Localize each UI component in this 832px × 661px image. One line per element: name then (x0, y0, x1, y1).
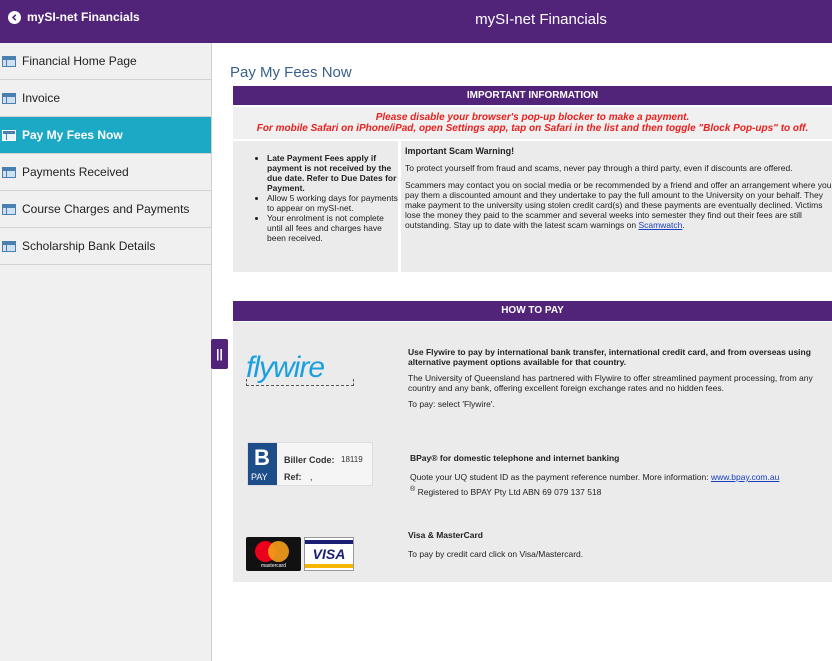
cards-title: Visa & MasterCard (408, 530, 483, 540)
page-icon (2, 241, 16, 252)
back-label: mySI-net Financials (27, 10, 140, 24)
ref-label: Ref: (284, 472, 302, 482)
info-bullets (233, 141, 398, 272)
scam-title: Important Scam Warning! (405, 146, 515, 156)
important-info-heading: IMPORTANT INFORMATION (233, 86, 832, 105)
flywire-title: Use Flywire to pay by international bank transfer, international credit card, and from overseas using alternative payment options available for that country. (408, 347, 811, 367)
bpay-logo (248, 443, 277, 485)
list-item: • Your enrolment is not complete until all fees and charges have been received. (267, 213, 398, 243)
page-icon (2, 167, 16, 178)
flywire-paragraph: The University of Queensland has partnered with Flywire to offer streamlined payment processing, from any country and any bank, offering excellent foreign exchange rates and no hidden fees. (408, 373, 813, 393)
mastercard-orange-circle (268, 541, 289, 562)
scamwatch-link[interactable]: Scamwatch (638, 220, 683, 230)
page-icon (2, 56, 16, 67)
biller-code-value: 18119 (341, 455, 363, 464)
biller-code-label: Biller Code: (284, 455, 335, 465)
focus-outline (246, 379, 354, 386)
bpay-text: Quote your UQ student ID as the payment reference number. More information: (410, 472, 709, 482)
flywire-instruction: To pay: select 'Flywire'. (408, 399, 495, 409)
sidebar-item-financial-home-page[interactable] (0, 43, 211, 80)
bpay-registration-text: Registered to BPAY Pty Ltd ABN 69 079 137 518 (415, 486, 602, 497)
sidebar-item-course-charges[interactable] (0, 191, 211, 228)
card-logos[interactable] (246, 537, 354, 571)
visa-gold-band (305, 564, 353, 568)
popup-warning-line-2: For mobile Safari on iPhone/iPad, open Settings app, tap on Safari in the list and then toggle "Block Pop-ups" to off. (256, 123, 809, 134)
bpay-registration (410, 484, 820, 497)
pause-bars-icon: || (216, 347, 223, 361)
app-title: mySI-net Financials (475, 11, 607, 28)
page-icon (2, 204, 16, 215)
top-bar (0, 0, 832, 43)
scam-paragraph-2 (405, 180, 832, 230)
sidebar-item-label: Scholarship Bank Details (22, 239, 156, 253)
flywire-description (408, 347, 820, 415)
page-title: Pay My Fees Now (230, 64, 352, 81)
bpay-paragraph (410, 472, 820, 482)
registered-mark: ® (410, 485, 416, 493)
sidebar-item-scholarship-bank-details[interactable] (0, 228, 211, 265)
sidebar-item-label: Payments Received (22, 165, 129, 179)
page-icon (2, 130, 16, 141)
bpay-logo-letter: B (254, 445, 270, 470)
visa-blue-band (305, 540, 353, 544)
cards-paragraph: To pay by credit card click on Visa/Mastercard. (408, 549, 584, 559)
visa-wordmark: VISA (312, 546, 346, 562)
sidebar-item-invoice[interactable] (0, 80, 211, 117)
bpay-box[interactable] (247, 442, 373, 486)
collapse-sidebar-button[interactable] (211, 339, 228, 369)
visa-logo[interactable] (304, 537, 354, 571)
popup-warning-line-1: Please disable your browser's pop-up blocker to make a payment. (375, 112, 690, 123)
flywire-logo: flywire (246, 351, 325, 384)
how-to-pay-heading: HOW TO PAY (233, 301, 832, 321)
flywire-button[interactable] (246, 351, 324, 385)
popup-warning (233, 107, 832, 139)
sidebar-item-pay-my-fees-now[interactable] (0, 117, 211, 154)
bpay-description (410, 453, 820, 503)
scam-end: . (682, 220, 685, 230)
scam-paragraph-1: To protect yourself from fraud and scams, never pay through a third party, even if discounts are offered. (405, 163, 793, 173)
scam-warning (401, 141, 832, 272)
bpay-logo-word: PAY (251, 472, 268, 482)
sidebar-item-label: Financial Home Page (22, 54, 137, 68)
mastercard-logo[interactable] (246, 537, 301, 571)
list-item: • Late Payment Fees apply if payment is not received by the due date. Refer to Due Dates for Payment. (267, 153, 398, 193)
page-icon (2, 93, 16, 104)
ref-value: , (310, 472, 313, 482)
sidebar-item-payments-received[interactable] (0, 154, 211, 191)
list-item: • Allow 5 working days for payments to appear on mySI-net. (267, 193, 398, 213)
bpay-title: BPay® for domestic telephone and internet banking (410, 453, 620, 463)
sidebar-item-label: Invoice (22, 91, 61, 105)
cards-description (408, 530, 820, 565)
sidebar (0, 43, 212, 661)
sidebar-item-label: Course Charges and Payments (22, 202, 190, 216)
sidebar-item-label: Pay My Fees Now (22, 128, 123, 142)
scam-text: Scammers may contact you on social media or be recommended by a friend and offer an arrangement where you pay them a discounted amount and they undertake to pay the full amount to the University on your behalf. They make payment to the university using stolen credit card(s) and these payments are eventually declined. Victims lose the money they paid to the scammer and several weeks into semester they find out their fees are still outstanding. Stay up to date with the latest scam warnings on (405, 180, 832, 230)
bpay-link[interactable]: www.bpay.com.au (710, 472, 780, 482)
mastercard-wordmark: mastercard (260, 563, 286, 569)
